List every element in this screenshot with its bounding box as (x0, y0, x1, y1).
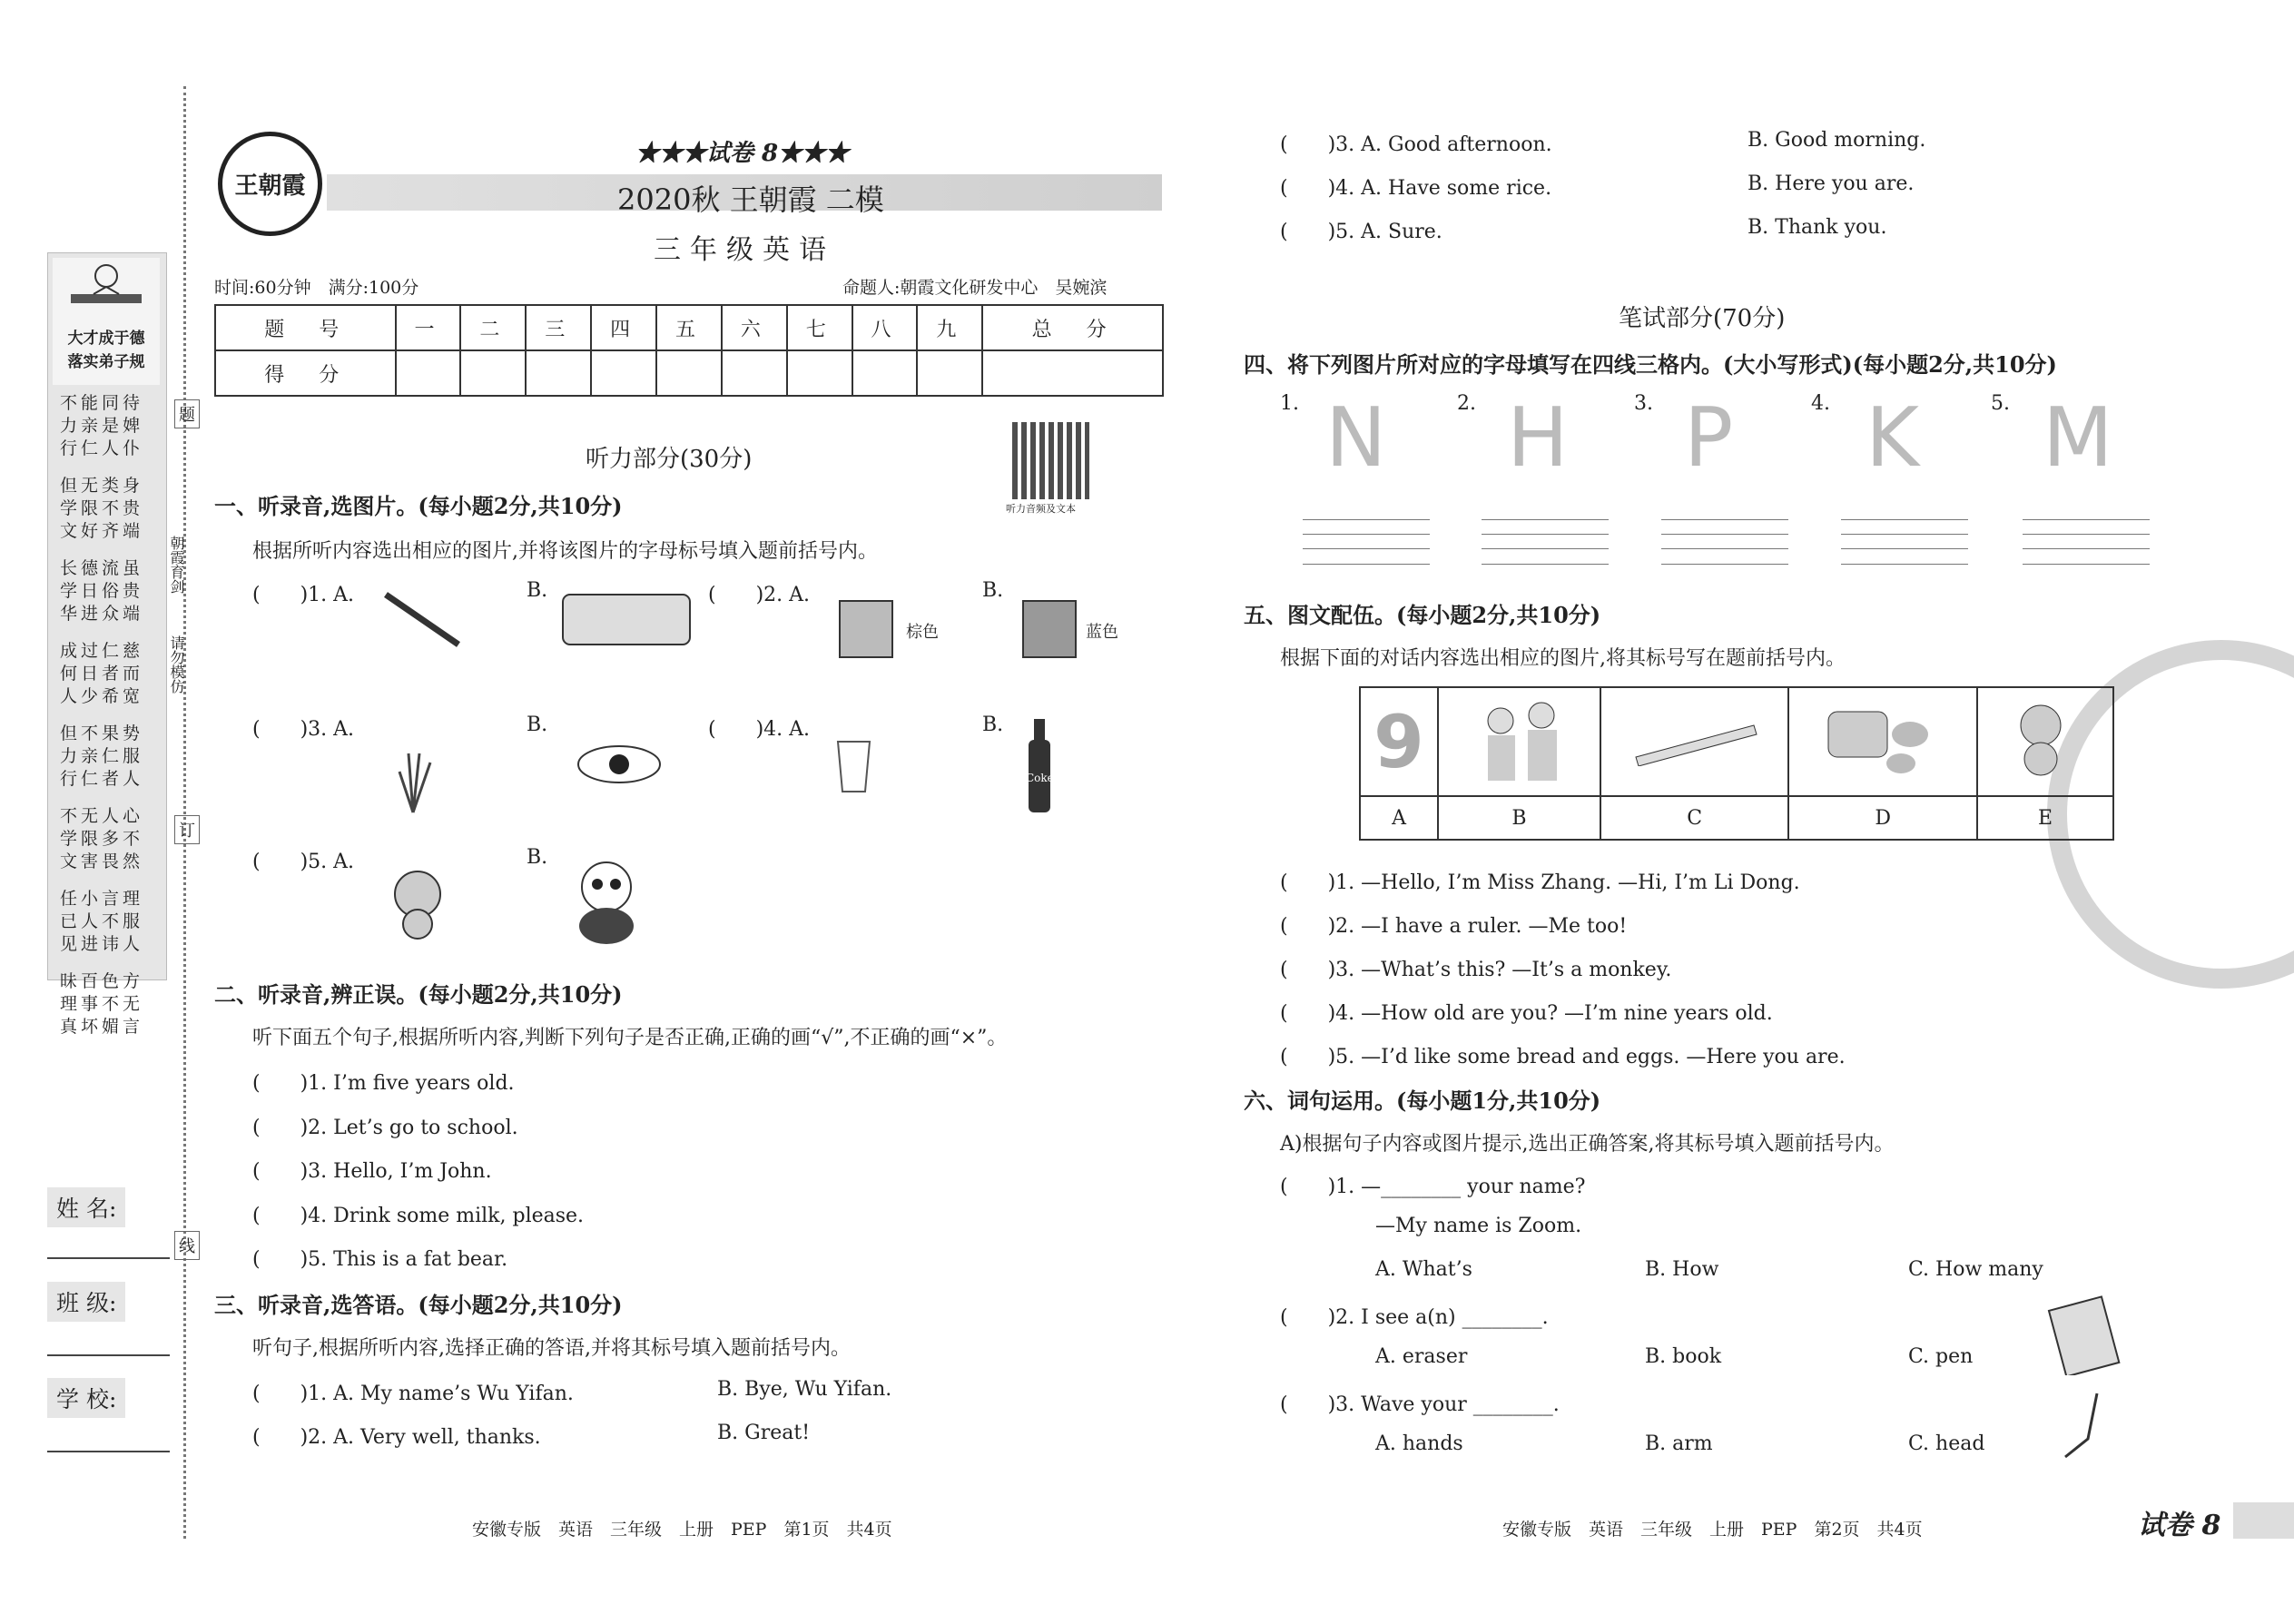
option-6-2-a: A. eraser (1375, 1345, 1468, 1368)
question-3-3[interactable]: ( )3. A. Good afternoon. (1280, 133, 1552, 156)
pencil-letter-4: K (1866, 390, 1920, 486)
section-3-title: 三、听录音,选答语。(每小题2分,共10分) (214, 1292, 623, 1318)
option-6-2-c: C. pen (1908, 1345, 1974, 1368)
pencil-box-icon (558, 586, 694, 654)
writing-grid-4[interactable] (1841, 519, 1968, 565)
publisher-logo: 王朝霞 (218, 132, 322, 236)
section-2-instruction: 听下面五个句子,根据所听内容,判断下列句子是否正确,正确的画“√”,不正确的画“×”。 (252, 1027, 1008, 1049)
pencil-letter-2: H (1507, 390, 1569, 486)
ruler-picture (1600, 687, 1789, 796)
option-6-3-b: B. arm (1645, 1432, 1713, 1455)
question-6-1[interactable]: ( )1. —________ your name? (1280, 1176, 1586, 1198)
bread-eggs-picture (1788, 687, 1977, 796)
seal-char-3: 线 (174, 1231, 200, 1260)
subject-title: 三年级英语 (654, 234, 835, 266)
paint-bucket-icon (835, 592, 899, 664)
seal-char-1: 题 (174, 399, 200, 428)
writing-grid-2[interactable] (1482, 519, 1609, 565)
option-6-1-b: B. How (1645, 1258, 1719, 1281)
name-field[interactable] (47, 1257, 170, 1259)
eye-icon (574, 737, 665, 792)
corner-bar (2233, 1502, 2294, 1539)
monkey-icon (381, 862, 472, 940)
hand-icon (381, 735, 445, 817)
option-3-5-b: B. Thank you. (1748, 216, 1887, 239)
score-header: 题 号 (215, 305, 396, 350)
seal-char-2: 订 (174, 815, 200, 844)
binding-dotted-line (183, 86, 186, 1539)
exam-author: 命题人:朝霞文化研发中心 吴婉滨 (842, 278, 1108, 298)
question-3-5[interactable]: ( )5. A. Sure. (1280, 221, 1442, 243)
writing-grid-1[interactable] (1303, 519, 1430, 565)
color-blue-label: 蓝色 (1086, 623, 1118, 642)
question-5-4[interactable]: ( )4. —How old are you? —I’m nine years old. (1280, 1002, 1773, 1025)
question-1-3[interactable]: ( )3. A. (252, 718, 355, 741)
label-c: C (1600, 796, 1789, 840)
writing-title: 笔试部分(70分) (1619, 305, 1786, 332)
question-2-1[interactable]: ( )1. I’m five years old. (252, 1072, 515, 1095)
class-label: 班 级: (47, 1282, 125, 1322)
option-6-2-b: B. book (1645, 1345, 1722, 1368)
score-table: 题 号 一 二 三 四 五 六 七 八 九 总 分 得 分 (214, 304, 1164, 397)
writing-grid-3[interactable] (1661, 519, 1788, 565)
greeting-picture (1438, 687, 1600, 796)
section-1-instruction: 根据所听内容选出相应的图片,并将该图片的字母标号填入题前括号内。 (252, 540, 878, 563)
question-2-4[interactable]: ( )4. Drink some milk, please. (252, 1205, 585, 1227)
letter-num-3: 3. (1634, 392, 1653, 415)
section-2-title: 二、听录音,辨正误。(每小题2分,共10分) (214, 981, 623, 1008)
footer-left: 安徽专版 英语 三年级 上册 PEP 第1页 共4页 (472, 1520, 892, 1540)
picture-match-table (1359, 686, 2114, 841)
question-3-4[interactable]: ( )4. A. Have some rice. (1280, 177, 1552, 200)
label-b: B (1438, 796, 1600, 840)
question-1-5[interactable]: ( )5. A. (252, 851, 355, 873)
letter-num-5: 5. (1991, 392, 2010, 415)
vertical-text-1: 朝霞育剑 (168, 536, 185, 594)
sidebar-poems: 不能同待 力亲是婢 行仁人仆 但无类身 学限不贵 文好齐端 长德流虽 学日俗贵 华进众端 成过仁慈 何日者而 人少希宽 但不果势 力亲仁服 行仁者人 不无人心 学限多不 文害畏然 任小言理 已人不服 见进讳人 昧百色方 理事不无 真坏媚言 (60, 393, 144, 1037)
option-3-3-b: B. Good morning. (1748, 129, 1926, 152)
pencil-letter-1: N (1325, 390, 1387, 486)
pencil-icon (377, 586, 468, 654)
name-label: 姓 名: (47, 1187, 125, 1227)
qr-code[interactable] (1012, 422, 1089, 499)
section-5-instruction: 根据下面的对话内容选出相应的图片,将其标号写在题前括号内。 (1280, 647, 1846, 670)
label-d: D (1788, 796, 1977, 840)
option-1-5-b: B. (527, 846, 548, 869)
pencil-letter-3: P (1684, 390, 1734, 486)
section-6-title: 六、词句运用。(每小题1分,共10分) (1244, 1088, 1601, 1114)
question-6-2[interactable]: ( )2. I see a(n) ________. (1280, 1306, 1549, 1329)
exam-time: 时间:60分钟 满分:100分 (214, 278, 419, 298)
question-5-5[interactable]: ( )5. —I’d like some bread and eggs. —Here you are. (1280, 1046, 1846, 1068)
book-icon (2047, 1294, 2129, 1375)
question-2-5[interactable]: ( )5. This is a fat bear. (252, 1248, 508, 1271)
series-label: ★★★试卷 8★★★ (635, 140, 850, 167)
coke-bottle-icon (1021, 717, 1058, 817)
section-4-title: 四、将下列图片所对应的字母填写在四线三格内。(大小写形式)(每小题2分,共10分) (1244, 351, 2057, 378)
question-2-2[interactable]: ( )2. Let’s go to school. (252, 1117, 518, 1139)
exam-title: 2020秋 王朝霞 二模 (617, 182, 884, 217)
letter-num-1: 1. (1280, 392, 1299, 415)
panda-icon (561, 855, 652, 946)
section-1-title: 一、听录音,选图片。(每小题2分,共10分) (214, 493, 623, 519)
question-5-1[interactable]: ( )1. —Hello, I’m Miss Zhang. —Hi, I’m Li Dong. (1280, 871, 1800, 894)
vertical-text-2: 请勿模仿 (168, 635, 185, 694)
option-6-3-a: A. hands (1375, 1432, 1463, 1455)
monkey-picture (1977, 687, 2113, 796)
arm-icon (2056, 1384, 2120, 1466)
motto-line-2: 落实弟子规 (67, 353, 145, 371)
section-6-instruction: A)根据句子内容或图片提示,选出正确答案,将其标号填入题前括号内。 (1280, 1133, 1895, 1156)
question-6-3[interactable]: ( )3. Wave your ________. (1280, 1393, 1560, 1416)
section-3-instruction: 听句子,根据所听内容,选择正确的答语,并将其标号填入题前括号内。 (252, 1337, 851, 1360)
school-field[interactable] (47, 1451, 170, 1452)
question-1-1[interactable]: ( )1. A. (252, 584, 355, 606)
option-3-1-b: B. Bye, Wu Yifan. (717, 1378, 892, 1401)
coke-label: Coke (1026, 772, 1054, 784)
pencil-letter-5: M (2043, 390, 2113, 486)
option-3-4-b: B. Here you are. (1748, 172, 1915, 195)
paper-mark: 试卷 8 (2138, 1510, 2221, 1541)
motto-line-1: 大才成于德 (67, 330, 145, 348)
question-3-1[interactable]: ( )1. A. My name’s Wu Yifan. (252, 1383, 574, 1405)
footer-right: 安徽专版 英语 三年级 上册 PEP 第2页 共4页 (1502, 1520, 1923, 1540)
color-brown-label: 棕色 (906, 623, 939, 642)
qr-caption: 听力音频及文本 (1006, 503, 1076, 515)
listening-title: 听力部分(30分) (586, 446, 753, 473)
paint-bucket-icon (1019, 592, 1082, 664)
sidebar-motto (53, 327, 160, 374)
school-label: 学 校: (47, 1378, 125, 1418)
letter-num-2: 2. (1457, 392, 1476, 415)
section-5-title: 五、图文配伍。(每小题2分,共10分) (1244, 602, 1601, 628)
option-1-2-b: B. (982, 579, 1004, 602)
option-6-1-a: A. What’s (1375, 1258, 1472, 1281)
question-6-1-reply: —My name is Zoom. (1375, 1215, 1582, 1237)
question-3-2[interactable]: ( )2. A. Very well, thanks. (252, 1426, 541, 1449)
question-5-3[interactable]: ( )3. —What’s this? —It’s a monkey. (1280, 959, 1672, 981)
option-1-4-b: B. (982, 714, 1004, 736)
option-1-3-b: B. (527, 714, 548, 736)
option-1-1-b: B. (527, 579, 548, 602)
question-1-2[interactable]: ( )2. A. (708, 584, 811, 606)
glass-icon (833, 737, 874, 796)
question-2-3[interactable]: ( )3. Hello, I’m John. (252, 1160, 492, 1183)
nine-picture: 9 (1360, 687, 1438, 796)
option-6-1-c: C. How many (1908, 1258, 2043, 1281)
option-6-3-c: C. head (1908, 1432, 1985, 1455)
question-1-4[interactable]: ( )4. A. (708, 718, 811, 741)
option-3-2-b: B. Great! (717, 1422, 811, 1444)
score-row-label: 得 分 (215, 350, 396, 396)
label-a: A (1360, 796, 1438, 840)
class-field[interactable] (47, 1354, 170, 1356)
letter-num-4: 4. (1811, 392, 1830, 415)
question-5-2[interactable]: ( )2. —I have a ruler. —Me too! (1280, 915, 1628, 938)
label-e: E (1977, 796, 2113, 840)
writing-grid-5[interactable] (2023, 519, 2150, 565)
